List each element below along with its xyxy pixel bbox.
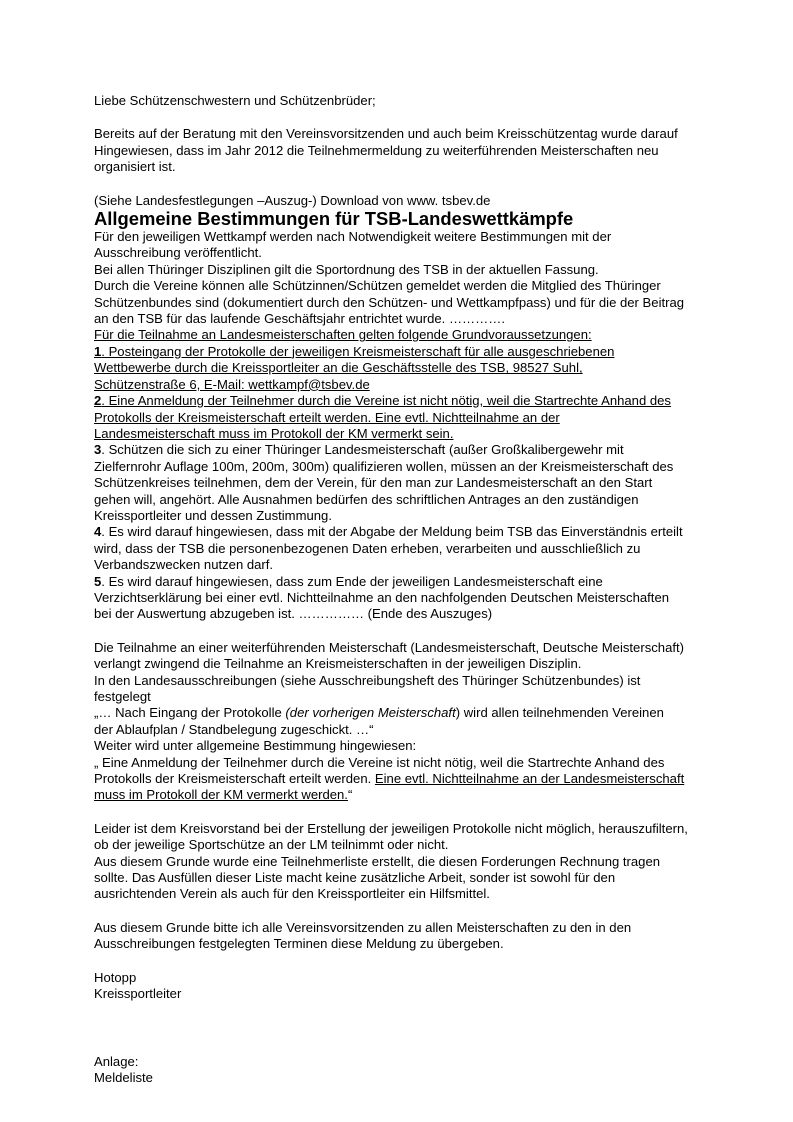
text-line: Protokolls der Kreismeisterschaft erteilt werden. Eine evtl. Nichtteilnahme an der <box>94 409 560 425</box>
text-line: Durch die Vereine können alle Schützinnen/Schützen gemeldet werden die Mitglied des Thüringer <box>94 278 661 294</box>
signature-name: Hotopp <box>94 969 137 985</box>
text-line: Wettbewerbe durch die Kreissportleiter an die Geschäftsstelle des TSB, 98527 Suhl, <box>94 360 583 376</box>
prerequisite-item-2 <box>94 393 714 442</box>
text-line: Schützenstraße 6, E-Mail: wettkampf@tsbev.de <box>94 376 370 392</box>
text-line: organisiert ist. <box>94 159 176 175</box>
text-line: ob der jeweilige Sportschütze an der LM teilnimmt oder nicht. <box>94 837 449 853</box>
text-line: Weiter wird unter allgemeine Bestimmung hingewiesen: <box>94 738 417 754</box>
text-line: Schützenbundes sind (dokumentiert durch den Schützen- und Wettkampfpass) und für die der Beitrag <box>94 294 685 310</box>
quote-protocol <box>94 705 714 738</box>
text-line: „ Eine Anmeldung der Teilnehmer durch die Vereine ist nicht nötig, weil die Startrechte Anhand des <box>94 754 665 770</box>
text-line: Verbandszwecken nutzen darf. <box>94 557 274 573</box>
greeting: Liebe Schützenschwestern und Schützenbrüder; <box>94 93 376 108</box>
text-line: wird, dass der TSB die personenbezogenen Daten erheben, verarbeiten und ausschließlich zu <box>94 540 641 556</box>
text-line: gehen will, angehört. Alle Ausnahmen bedürfen des schriftlichen Antrages an den zuständigen <box>94 491 639 507</box>
text-line: Die Teilnahme an einer weiterführenden Meisterschaft (Landesmeisterschaft, Deutsche Meisterschaft) <box>94 639 684 655</box>
text-line: Bereits auf der Beratung mit den Vereinsvorsitzenden und auch beim Kreisschützentag wurde darauf <box>94 126 678 142</box>
text-line: . Posteingang der Protokolle der jeweiligen Kreismeisterschaft für alle ausgeschriebenen <box>101 343 615 359</box>
text-line: Ausschreibung veröffentlicht. <box>94 245 262 261</box>
quote-italic: (der vorherigen Meisterschaft <box>285 705 456 721</box>
source-note: (Siehe Landesfestlegungen –Auszug-) Download von www. tsbev.de <box>94 192 491 208</box>
item-number: 2 <box>94 393 102 409</box>
text-line: Leider ist dem Kreisvorstand bei der Erstellung der jeweiligen Protokolle nicht möglich, herauszufiltern, <box>94 820 688 836</box>
item-number: 3 <box>94 442 102 458</box>
quote-general-rule <box>94 738 714 804</box>
item-number: 1 <box>94 343 102 359</box>
item-number: 5 <box>94 573 102 589</box>
text-line: . Es wird darauf hingewiesen, dass mit der Abgabe der Meldung beim TSB das Einverständnis erteilt <box>101 524 683 540</box>
prerequisites-title: Für die Teilnahme an Landesmeisterschaften gelten folgende Grundvoraussetzungen: <box>94 327 592 343</box>
text-line: verlangt zwingend die Teilnahme an Kreismeisterschaften in der jeweiligen Disziplin. <box>94 656 582 672</box>
text-line: Schützenkreises teilnehmen, dem der Verein, für den man zur Landesmeisterschaft an den Start <box>94 475 653 491</box>
prerequisite-item-5 <box>94 574 714 623</box>
attachment-item: Meldeliste <box>94 1069 153 1085</box>
text-line: Zielfernrohr Auflage 100m, 200m, 300m) qualifizieren wollen, müssen an der Kreismeisterschaft des <box>94 458 674 474</box>
quote-text: „… Nach Eingang der Protokolle <box>94 705 286 721</box>
text-line: Ausschreibungen festgelegten Terminen diese Meldung zu übergeben. <box>94 936 504 952</box>
text-line: Kreissportleiter und dessen Zustimmung. <box>94 507 332 523</box>
text-line: . Eine Anmeldung der Teilnehmer durch die Vereine ist nicht nötig, weil die Startrechte Anhand des <box>101 393 671 409</box>
text-line: Landesmeisterschaft muss im Protokoll der KM vermerkt sein. <box>94 425 454 441</box>
quote-underlined: Eine evtl. Nichtteilnahme an der Landesmeisterschaft <box>374 771 685 787</box>
item-number: 4 <box>94 524 102 540</box>
signature-title: Kreissportleiter <box>94 986 182 1002</box>
general-rules <box>94 229 714 327</box>
text-line: Verzichtserklärung bei einer evtl. Nichtteilnahme an den nachfolgenden Deutschen Meisterschaften <box>94 589 670 605</box>
text-line: . Schützen die sich zu einer Thüringer Landesmeisterschaft (außer Großkalibergewehr mit <box>101 442 624 458</box>
attachment-block <box>94 1054 714 1087</box>
text-line: an den TSB für das laufende Geschäftsjahr entrichtet wurde. …………. <box>94 311 505 327</box>
prerequisite-item-1 <box>94 344 714 393</box>
text-line: bei der Auswertung abzugeben ist. …………… (Ende des Auszuges) <box>94 606 493 622</box>
document-body <box>94 93 714 1086</box>
text-line: . Es wird darauf hingewiesen, dass zum Ende der jeweiligen Landesmeisterschaft eine <box>101 573 603 589</box>
intro-paragraph <box>94 126 714 175</box>
signature-block <box>94 970 714 1003</box>
quote-text: “ <box>347 787 353 803</box>
text-line: Für den jeweiligen Wettkampf werden nach Notwendigkeit weitere Bestimmungen mit der <box>94 229 612 245</box>
text-line: In den Landesausschreibungen (siehe Ausschreibungsheft des Thüringer Schützenbundes) ist <box>94 672 641 688</box>
text-line: Aus diesem Grunde bitte ich alle Vereinsvorsitzenden zu allen Meisterschaften zu den in den <box>94 919 632 935</box>
text-line: sollte. Das Ausfüllen dieser Liste macht keine zusätzliche Arbeit, sonder ist sowohl für den <box>94 870 616 886</box>
text-line: Hingewiesen, dass im Jahr 2012 die Teilnehmermeldung zu weiterführenden Meisterschaften neu <box>94 142 659 158</box>
request-paragraph <box>94 920 714 953</box>
prerequisite-item-3 <box>94 442 714 524</box>
text-line: der Ablaufplan / Standbelegung zugeschickt. …“ <box>94 721 374 737</box>
text-line: ausrichtenden Verein als auch für den Kreissportleiter ein Hilfsmittel. <box>94 886 490 902</box>
text-line: Aus diesem Grunde wurde eine Teilnehmerliste erstellt, die diesen Forderungen Rechnung tragen <box>94 853 661 869</box>
quote-text: Protokolls der Kreismeisterschaft erteilt werden. <box>94 771 375 787</box>
prerequisite-item-4 <box>94 524 714 573</box>
quote-underlined: muss im Protokoll der KM vermerkt werden. <box>94 787 348 803</box>
text-line: Bei allen Thüringer Disziplinen gilt die Sportordnung des TSB in der aktuellen Fassung. <box>94 261 599 277</box>
problem-paragraph <box>94 821 714 903</box>
requirement-paragraph <box>94 640 714 706</box>
text-line: festgelegt <box>94 689 151 704</box>
attachment-label: Anlage: <box>94 1053 139 1069</box>
section-heading: Allgemeine Bestimmungen für TSB-Landeswettkämpfe <box>94 208 574 230</box>
quote-text: ) wird allen teilnehmenden Vereinen <box>455 705 664 721</box>
